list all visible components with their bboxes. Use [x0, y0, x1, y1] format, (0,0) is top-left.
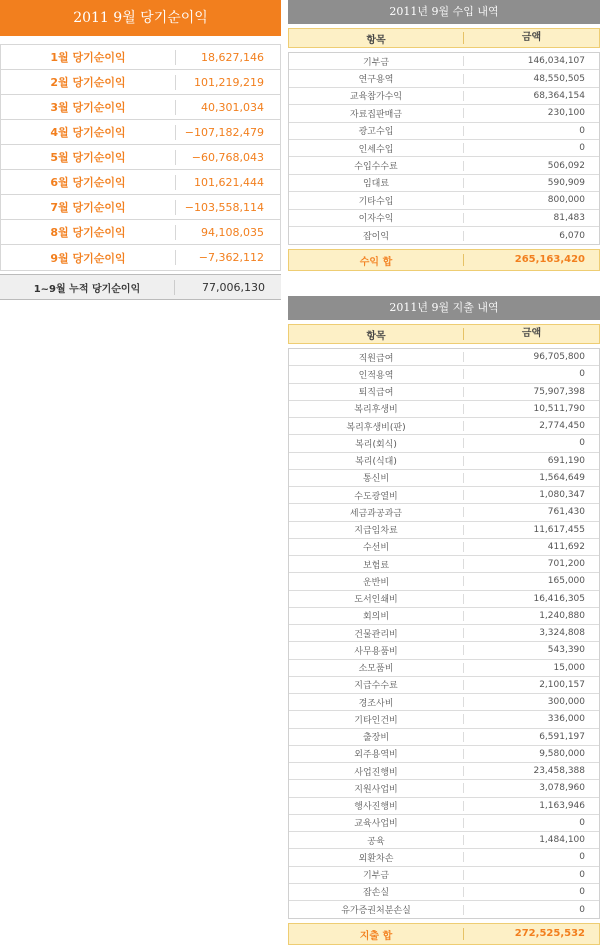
income-row: [289, 140, 599, 157]
expense-item: 행사진행비: [354, 802, 398, 813]
expense-amount: 543,390: [463, 645, 599, 655]
income-table-body: [288, 52, 600, 245]
income-header-item: 항목: [366, 34, 386, 46]
expense-row: [289, 504, 599, 521]
monthly-net-income-panel: [0, 0, 281, 300]
monthly-net-income-row: [1, 70, 280, 95]
expense-item: 소모품비: [358, 664, 394, 675]
expense-table-body: [288, 348, 600, 919]
income-panel: [288, 0, 600, 271]
expense-row: [289, 711, 599, 728]
expense-item: 사업진행비: [354, 767, 398, 778]
income-item: 광고수입: [358, 127, 394, 138]
expense-amount: 16,416,305: [463, 594, 599, 604]
monthly-value: 101,219,219: [175, 75, 280, 90]
expense-item: 지급수수료: [354, 681, 398, 692]
income-amount: 800,000: [463, 195, 599, 205]
expense-amount: 701,200: [463, 559, 599, 569]
expense-row: [289, 832, 599, 849]
expense-amount: 1,163,946: [463, 801, 599, 811]
income-row: [289, 53, 599, 70]
income-row: [289, 105, 599, 122]
expense-amount: 96,705,800: [463, 352, 599, 362]
income-amount: 0: [463, 126, 599, 136]
expense-amount: 411,692: [463, 542, 599, 552]
expense-row: [289, 591, 599, 608]
expense-amount: 0: [463, 887, 599, 897]
expense-amount: 300,000: [463, 697, 599, 707]
expense-row: [289, 435, 599, 452]
expense-row: [289, 884, 599, 901]
expense-row: [289, 539, 599, 556]
income-item: 교육참가수익: [349, 92, 403, 103]
income-total-row: [288, 249, 600, 271]
expense-table-header: [288, 324, 600, 344]
income-amount: 146,034,107: [463, 56, 599, 66]
income-title: 2011년 9월 수입 내역: [288, 0, 600, 24]
cumulative-net-income-label: 1~9월 누적 당기순이익: [33, 283, 141, 295]
expense-item: 건물관리비: [354, 629, 398, 640]
monthly-net-income-row: [1, 170, 280, 195]
monthly-label: 9월 당기순이익: [50, 251, 126, 265]
income-item: 자료집판매금: [349, 109, 403, 120]
expense-header-item: 항목: [366, 330, 386, 342]
expense-item: 복리(식대): [355, 457, 397, 468]
expense-item: 인적용역: [358, 370, 394, 381]
income-amount: 506,092: [463, 161, 599, 171]
expense-row: [289, 798, 599, 815]
monthly-net-income-title: 2011 9월 당기순이익: [0, 0, 281, 36]
expense-item: 외주용역비: [354, 750, 398, 761]
income-row: [289, 192, 599, 209]
income-row: [289, 70, 599, 87]
expense-row: [289, 418, 599, 435]
income-item: 인세수입: [358, 144, 394, 155]
expense-row: [289, 660, 599, 677]
monthly-value: 18,627,146: [175, 50, 280, 65]
income-item: 이자수익: [358, 214, 394, 225]
income-item: 기타수입: [358, 196, 394, 207]
expense-amount: 2,100,157: [463, 680, 599, 690]
monthly-label: 4월 당기순이익: [50, 126, 126, 139]
income-header-amount: 금액: [463, 32, 599, 44]
monthly-value: −107,182,479: [175, 125, 280, 140]
monthly-net-income-row: [1, 145, 280, 170]
expense-item: 공육: [367, 836, 385, 847]
expense-row: [289, 522, 599, 539]
expense-item: 세금과공과금: [349, 508, 403, 519]
expense-row: [289, 625, 599, 642]
income-row: [289, 123, 599, 140]
expense-item: 보험료: [362, 560, 390, 571]
expense-amount: 691,190: [463, 456, 599, 466]
monthly-label: 2월 당기순이익: [50, 76, 126, 89]
cumulative-net-income-row: [0, 274, 281, 300]
monthly-label: 7월 당기순이익: [50, 201, 126, 214]
monthly-value: −7,362,112: [175, 250, 280, 265]
monthly-label: 3월 당기순이익: [50, 101, 126, 114]
expense-amount: 165,000: [463, 576, 599, 586]
expense-row: [289, 349, 599, 366]
monthly-net-income-row: [1, 195, 280, 220]
expense-amount: 3,078,960: [463, 783, 599, 793]
expense-item: 직원급여: [358, 353, 394, 364]
expense-row: [289, 453, 599, 470]
expense-item: 복리후생비: [354, 405, 398, 416]
expense-item: 통신비: [362, 474, 390, 485]
expense-item: 유가증권처분손실: [341, 906, 411, 917]
monthly-label: 6월 당기순이익: [50, 176, 126, 189]
expense-item: 운반비: [362, 577, 390, 588]
expense-row: [289, 573, 599, 590]
expense-row: [289, 677, 599, 694]
expense-item: 사무용품비: [354, 646, 398, 657]
income-item: 잡이익: [362, 232, 390, 243]
cumulative-net-income-value: 77,006,130: [174, 280, 281, 295]
expense-amount: 3,324,808: [463, 628, 599, 638]
expense-amount: 1,564,649: [463, 473, 599, 483]
expense-row: [289, 780, 599, 797]
expense-item: 퇴직급여: [358, 388, 394, 399]
monthly-value: 40,301,034: [175, 100, 280, 115]
income-total-value: 265,163,420: [463, 254, 599, 266]
income-total-label: 수익 합: [359, 256, 393, 268]
expense-total-row: [288, 923, 600, 945]
income-amount: 48,550,505: [463, 74, 599, 84]
income-row: [289, 227, 599, 244]
monthly-net-income-row: [1, 220, 280, 245]
expense-item: 기부금: [362, 871, 390, 882]
expense-header-amount: 금액: [463, 328, 599, 340]
expense-row: [289, 815, 599, 832]
income-row: [289, 175, 599, 192]
expense-amount: 0: [463, 870, 599, 880]
expense-total-label: 지출 합: [359, 930, 393, 942]
expense-row: [289, 867, 599, 884]
expense-row: [289, 746, 599, 763]
expense-amount: 336,000: [463, 714, 599, 724]
monthly-value: −60,768,043: [175, 150, 280, 165]
income-amount: 6,070: [463, 231, 599, 241]
expense-amount: 1,080,347: [463, 490, 599, 500]
income-item: 연구용역: [358, 75, 394, 86]
monthly-value: 94,108,035: [175, 225, 280, 240]
income-amount: 0: [463, 143, 599, 153]
expense-item: 출장비: [362, 733, 390, 744]
expense-amount: 75,907,398: [463, 387, 599, 397]
expense-item: 지급임차료: [354, 526, 398, 537]
expense-row: [289, 849, 599, 866]
expense-item: 지원사업비: [354, 784, 398, 795]
expense-amount: 1,240,880: [463, 611, 599, 621]
expense-item: 경조사비: [358, 698, 394, 709]
expense-item: 수선비: [362, 543, 390, 554]
expense-row: [289, 694, 599, 711]
monthly-net-income-row: [1, 95, 280, 120]
expense-row: [289, 487, 599, 504]
expense-amount: 0: [463, 905, 599, 915]
income-amount: 590,909: [463, 178, 599, 188]
income-item: 기부금: [362, 57, 390, 68]
expense-amount: 0: [463, 369, 599, 379]
expense-row: [289, 642, 599, 659]
monthly-value: 101,621,444: [175, 175, 280, 190]
expense-row: [289, 366, 599, 383]
monthly-net-income-row: [1, 245, 280, 270]
expense-row: [289, 729, 599, 746]
monthly-value: −103,558,114: [175, 200, 280, 215]
expense-amount: 2,774,450: [463, 421, 599, 431]
expense-amount: 1,484,100: [463, 835, 599, 845]
expense-item: 복리(회식): [355, 439, 397, 450]
monthly-label: 1월 당기순이익: [50, 51, 126, 64]
expense-item: 회의비: [362, 612, 390, 623]
monthly-net-income-row: [1, 45, 280, 70]
expense-panel: [288, 296, 600, 945]
monthly-net-income-table: [0, 44, 281, 271]
expense-amount: 0: [463, 438, 599, 448]
expense-row: [289, 556, 599, 573]
income-amount: 81,483: [463, 213, 599, 223]
expense-row: [289, 608, 599, 625]
expense-total-value: 272,525,532: [463, 928, 599, 940]
expense-amount: 23,458,388: [463, 766, 599, 776]
expense-item: 교육사업비: [354, 819, 398, 830]
monthly-label: 8월 당기순이익: [50, 226, 126, 239]
expense-amount: 15,000: [463, 663, 599, 673]
expense-row: [289, 401, 599, 418]
expense-row: [289, 470, 599, 487]
monthly-label: 5월 당기순이익: [50, 151, 126, 164]
income-item: 수입수수료: [354, 162, 398, 173]
expense-title: 2011년 9월 지출 내역: [288, 296, 600, 320]
income-row: [289, 210, 599, 227]
income-item: 임대료: [362, 179, 390, 190]
expense-amount: 11,617,455: [463, 525, 599, 535]
income-row: [289, 88, 599, 105]
income-table-header: [288, 28, 600, 48]
income-row: [289, 157, 599, 174]
expense-item: 도서인쇄비: [354, 595, 398, 606]
income-amount: 68,364,154: [463, 91, 599, 101]
expense-item: 복리후생비(판): [346, 422, 406, 433]
expense-amount: 10,511,790: [463, 404, 599, 414]
income-amount: 230,100: [463, 108, 599, 118]
expense-row: [289, 384, 599, 401]
expense-item: 수도광열비: [354, 491, 398, 502]
monthly-net-income-row: [1, 120, 280, 145]
expense-amount: 6,591,197: [463, 732, 599, 742]
expense-item: 잡손실: [362, 888, 390, 899]
expense-amount: 0: [463, 852, 599, 862]
expense-row: [289, 901, 599, 918]
expense-amount: 9,580,000: [463, 749, 599, 759]
expense-amount: 761,430: [463, 507, 599, 517]
expense-amount: 0: [463, 818, 599, 828]
expense-row: [289, 763, 599, 780]
expense-item: 기타인건비: [354, 715, 398, 726]
expense-item: 외환차손: [358, 853, 394, 864]
